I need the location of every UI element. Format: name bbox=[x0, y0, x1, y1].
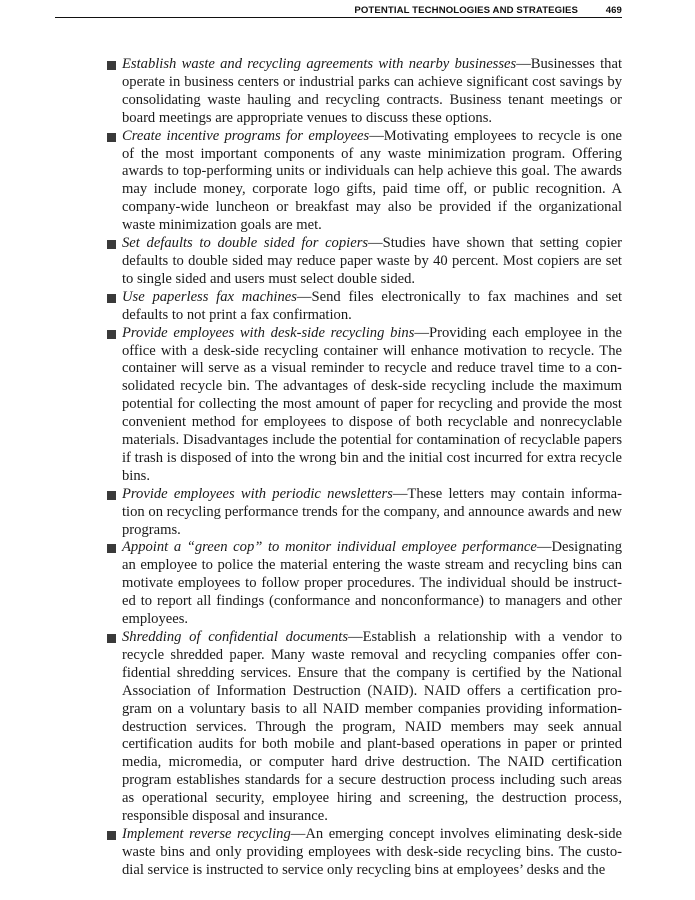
item-body: —Designating an employee to police the material entering the waste stream and recycling bins can motivate employees to follow proper procedures. The individual should be instruct-ed to report all findings (conformance and nonconformance) to managers and other employees. bbox=[122, 539, 622, 628]
item-text bbox=[122, 289, 622, 325]
list-item bbox=[107, 539, 622, 629]
item-lead: Provide employees with desk-side recycling bins bbox=[122, 324, 415, 341]
list-item bbox=[107, 235, 622, 289]
square-bullet-icon bbox=[107, 831, 116, 840]
square-bullet-icon bbox=[107, 544, 116, 553]
item-lead: Create incentive programs for employees bbox=[122, 127, 370, 144]
item-text bbox=[122, 56, 622, 128]
square-bullet-icon bbox=[107, 61, 116, 70]
item-text bbox=[122, 539, 622, 629]
item-lead: Establish waste and recycling agreements with nearby businesses bbox=[122, 56, 517, 72]
item-text bbox=[122, 325, 622, 486]
running-title: POTENTIAL TECHNOLOGIES AND STRATEGIES bbox=[354, 5, 578, 16]
page-number: 469 bbox=[605, 5, 622, 16]
item-body: —An emerging concept involves eliminating desk-side waste bins and only providing employees with desk-side recycling bins. The custo-dial service is instructed to service only recycling bins at employees’ desks and the bbox=[122, 825, 622, 878]
item-lead: Shredding of confidential documents bbox=[122, 629, 349, 645]
item-text bbox=[122, 128, 622, 235]
square-bullet-icon bbox=[107, 240, 116, 249]
item-text bbox=[122, 486, 622, 540]
item-lead: Appoint a “green cop” to monitor individual employee performance bbox=[122, 539, 537, 556]
item-body: —Businesses that operate in business centers or industrial parks can achieve significant cost savings by consolidating waste hauling and recycling contracts. Business tenant meetings or board meetings are appropriate venues to discuss these options. bbox=[122, 56, 622, 126]
item-body: —Providing each employee in the office with a desk-side recycling container will enhance motivation to recycle. The container will serve as a visual reminder to recycle and reduce travel time to a con-solidated recycle bin. The advantages of desk-side recycling include the maximum potential for collecting the most amount of paper for recycling and provide the most convenient method for employees to dispose of both recyclable and nonrecyclable materials. Disadvantages include the potential for contamination of recyclable papers if trash is disposed of into the wrong bin and the initial cost incurred for extra recycle bins. bbox=[122, 324, 622, 484]
item-text bbox=[122, 826, 622, 880]
running-header bbox=[55, 5, 622, 18]
square-bullet-icon bbox=[107, 491, 116, 500]
item-lead: Set defaults to double sided for copiers bbox=[122, 235, 369, 252]
item-text bbox=[122, 629, 622, 826]
list-item bbox=[107, 325, 622, 486]
list-item bbox=[107, 629, 622, 826]
item-text bbox=[122, 235, 622, 289]
bullet-list bbox=[107, 56, 622, 880]
item-body: —Send files electronically to fax machines and set defaults to not print a fax confirmation. bbox=[122, 288, 622, 323]
square-bullet-icon bbox=[107, 133, 116, 142]
square-bullet-icon bbox=[107, 294, 116, 303]
item-body: —Motivating employees to recycle is one of the most important components of any waste minimization program. Offering awards to top-performing units or individuals can help achieve this goal. The awards may include money, corporate logo gifts, paid time off, or public recognition. A company-wide luncheon or breakfast may also be provided if the organizational waste minimization goals are met. bbox=[122, 127, 622, 234]
item-body: —These letters may contain informa-tion on recycling performance trends for the company, and announce awards and new programs. bbox=[122, 485, 623, 538]
square-bullet-icon bbox=[107, 330, 116, 339]
list-item bbox=[107, 56, 622, 128]
item-lead: Implement reverse recycling bbox=[122, 825, 291, 842]
list-item bbox=[107, 289, 622, 325]
item-lead: Provide employees with periodic newsletters bbox=[122, 485, 393, 502]
item-body: —Studies have shown that setting copier defaults to double sided may reduce paper waste by 40 percent. Most copiers are set to single sided and users must select double sided. bbox=[122, 235, 622, 287]
square-bullet-icon bbox=[107, 634, 116, 643]
list-item bbox=[107, 826, 622, 880]
item-body: —Establish a relationship with a vendor to recycle shredded paper. Many waste removal and recycling companies offer con-fidential shredding services. Ensure that the company is certified by the National Association of Information Destruction (NAID). NAID offers a certification pro-gram on a voluntary basis to all NAID member companies providing information-destruction services. Through the program, NAID members may seek annual certification audits for both mobile and plant-based operations in paper or printed media, micromedia, or computer hard drive destruction. The NAID certification program establishes standards for a secure destruction process including such areas as operational security, employee hiring and screening, the destruction process, responsible disposal and insurance. bbox=[122, 629, 622, 825]
list-item bbox=[107, 486, 622, 540]
item-lead: Use paperless fax machines bbox=[122, 288, 297, 305]
list-item bbox=[107, 128, 622, 235]
